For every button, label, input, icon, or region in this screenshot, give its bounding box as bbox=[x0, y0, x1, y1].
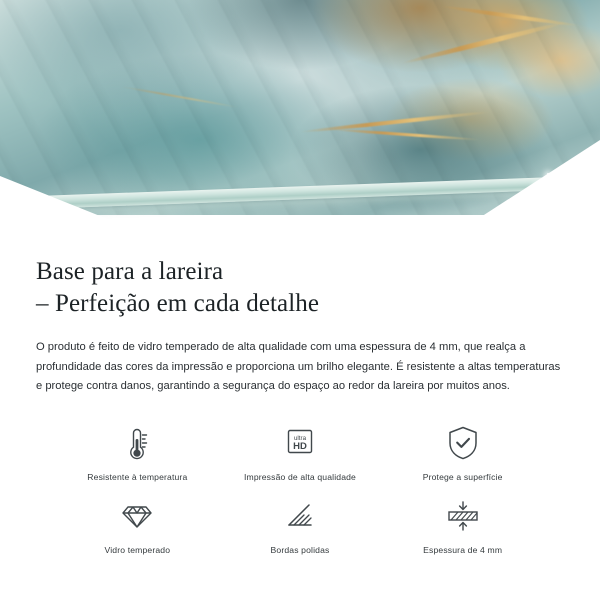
feature-label: Impressão de alta qualidade bbox=[243, 471, 356, 482]
svg-text:ultra: ultra bbox=[293, 434, 307, 442]
feature-item-tempered-glass bbox=[56, 496, 219, 555]
content-area bbox=[0, 222, 600, 555]
page-title bbox=[36, 256, 564, 320]
headline-line-1: Base para a lareira bbox=[36, 258, 224, 285]
ultra-hd-icon bbox=[280, 423, 320, 463]
hero-image bbox=[0, 0, 600, 222]
feature-label: Resistente à temperatura bbox=[87, 471, 188, 482]
svg-text:HD: HD bbox=[293, 440, 307, 452]
feature-label: Bordas polidas bbox=[270, 544, 330, 555]
feature-item-temperature bbox=[56, 423, 219, 482]
polished-edges-icon bbox=[280, 496, 320, 536]
feature-label: Protege a superfície bbox=[422, 471, 503, 482]
thermometer-icon bbox=[120, 423, 154, 463]
feature-label: Vidro temperado bbox=[104, 544, 171, 555]
feature-item-thickness bbox=[381, 496, 544, 555]
shield-check-icon bbox=[444, 423, 482, 463]
feature-label: Espessura de 4 mm bbox=[423, 544, 503, 555]
feature-grid bbox=[36, 423, 564, 555]
feature-item-print-quality bbox=[219, 423, 382, 482]
thickness-4mm-icon bbox=[441, 496, 485, 536]
product-description: O produto é feito de vidro temperado de alta qualidade com uma espessura de 4 mm, que realça a profundidade das cores da impressão e proporciona um brilho elegante. É resistente a altas temperaturas e protege contra danos, garantindo a segurança do espaço ao redor da lareira por muitos anos. bbox=[36, 341, 561, 392]
headline-line-2: – Perfeição em cada detalhe bbox=[36, 290, 320, 317]
diamond-icon bbox=[117, 496, 157, 536]
feature-item-polished-edges bbox=[219, 496, 382, 555]
feature-item-surface-protection bbox=[381, 423, 544, 482]
